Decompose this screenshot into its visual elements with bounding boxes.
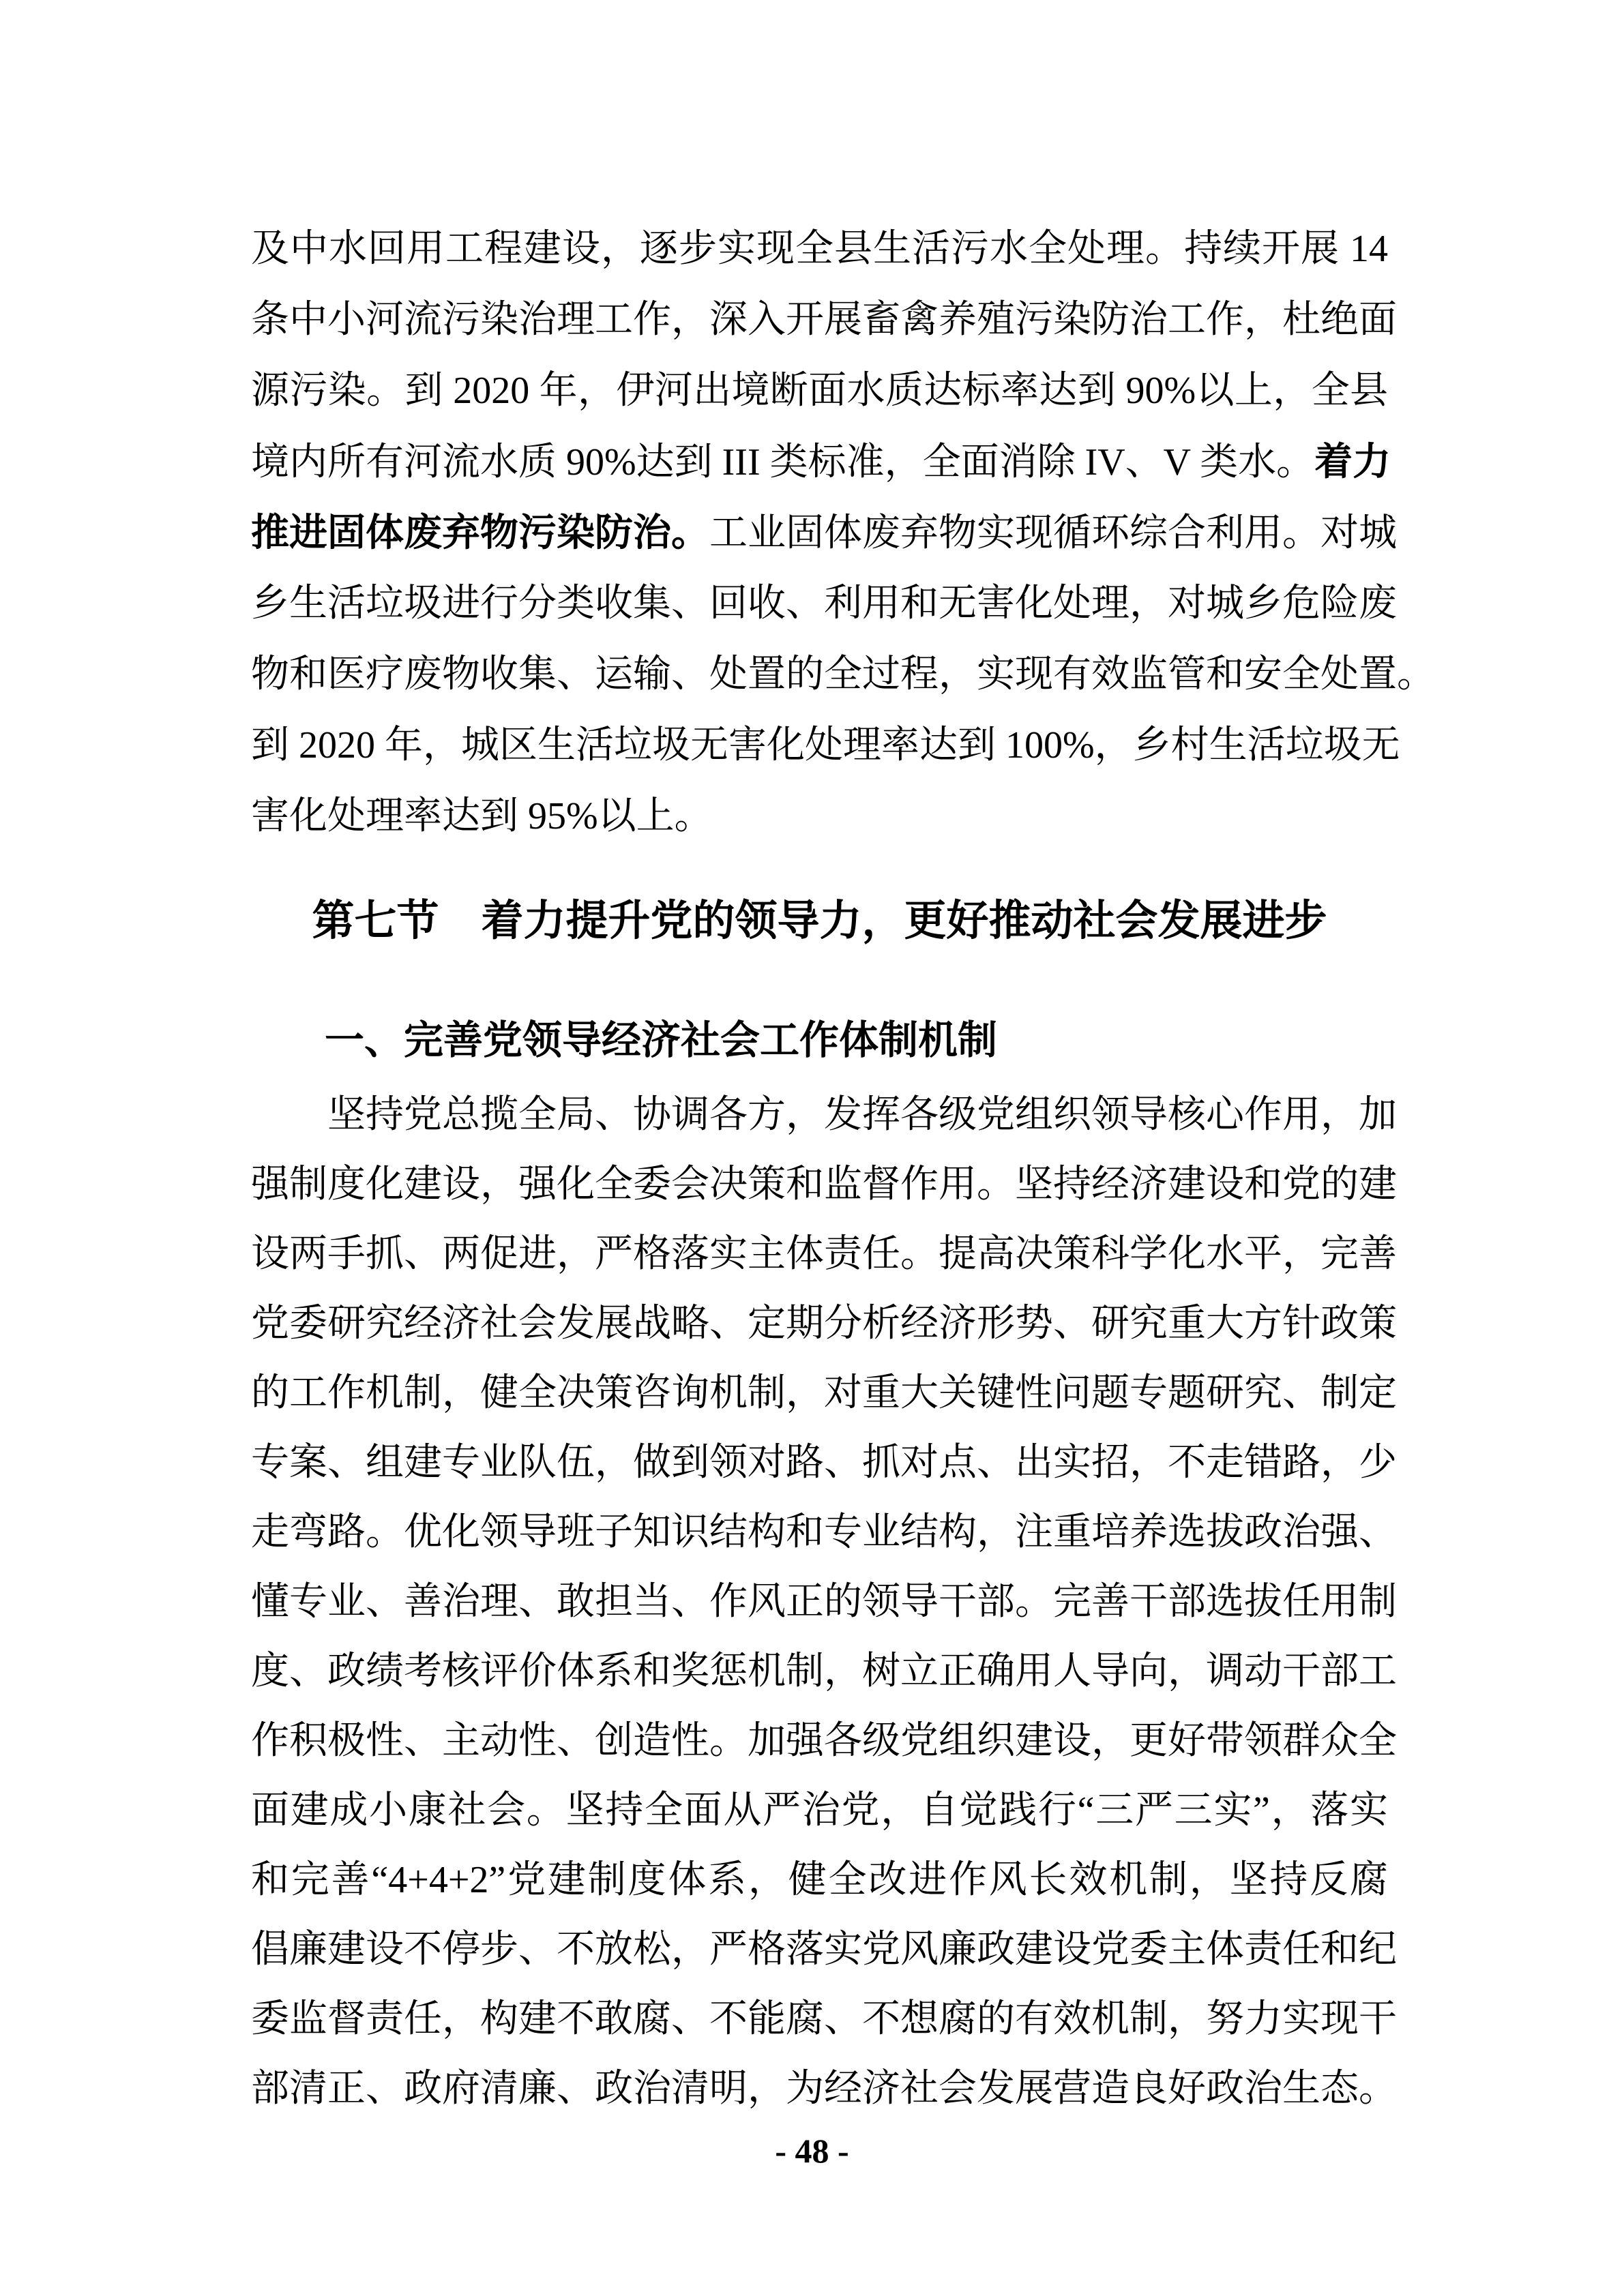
body-line: 设两手抓、两促进，严格落实主体责任。提高决策科学化水平，完善 bbox=[251, 1233, 1397, 1275]
body-text-segment: 工业固体废弃物实现循环综合利用。对城 bbox=[709, 512, 1397, 554]
body-line: 和完善“4+4+2”党建制度体系，健全改进作风长效机制，坚持反腐 bbox=[251, 1859, 1388, 1901]
body-line: 乡生活垃圾进行分类收集、回收、利用和无害化处理，对城乡危险废 bbox=[251, 582, 1397, 625]
body-line: 强制度化建设，强化全委会决策和监督作用。坚持经济建设和党的建 bbox=[251, 1163, 1397, 1206]
body-line: 及中水回用工程建设，逐步实现全县生活污水全处理。持续开展 14 bbox=[251, 228, 1388, 270]
subsection-heading: 一、完善党领导经济社会工作体制机制 bbox=[325, 1018, 998, 1062]
body-line: 作积极性、主动性、创造性。加强各级党组织建设，更好带领群众全 bbox=[251, 1720, 1397, 1762]
body-line: 的工作机制，健全决策咨询机制，对重大关键性问题专题研究、制定 bbox=[251, 1372, 1397, 1414]
body-line: 源污染。到 2020 年，伊河出境断面水质达标率达到 90%以上，全县 bbox=[251, 370, 1388, 412]
body-line: 面建成小康社会。坚持全面从严治党，自觉践行“三严三实”，落实 bbox=[251, 1789, 1388, 1832]
body-text-segment: 境内所有河流水质 90%达到 III 类标准，全面消除 IV、V 类水。 bbox=[251, 441, 1315, 483]
paragraph-1 bbox=[251, 213, 1435, 852]
body-line: 专案、组建专业队伍，做到领对路、抓对点、出实招，不走错路，少 bbox=[251, 1442, 1397, 1484]
body-line: 倡廉建设不停步、不放松，严格落实党风廉政建设党委主体责任和纪 bbox=[251, 1928, 1397, 1971]
bold-text-segment: 着力 bbox=[1314, 440, 1391, 483]
bold-text-segment: 推进固体废弃物污染防治。 bbox=[251, 511, 709, 554]
body-line: 坚持党总揽全局、协调各方，发挥各级党组织领导核心作用，加 bbox=[327, 1094, 1397, 1136]
body-line: 懂专业、善治理、敢担当、作风正的领导干部。完善干部选拔任用制 bbox=[251, 1581, 1397, 1623]
body-line: 度、政绩考核评价体系和奖惩机制，树立正确用人导向，调动干部工 bbox=[251, 1650, 1397, 1693]
section-heading: 第七节 着力提升党的领导力，更好推动社会发展进步 bbox=[312, 897, 1327, 944]
body-line: 物和医疗废物收集、运输、处置的全过程，实现有效监管和安全处置。 bbox=[251, 653, 1435, 696]
body-line: 党委研究经济社会发展战略、定期分析经济形势、研究重大方针政策 bbox=[251, 1302, 1397, 1345]
paragraph-2 bbox=[251, 1080, 1397, 2123]
body-line: 走弯路。优化领导班子知识结构和专业结构，注重培养选拔政治强、 bbox=[251, 1511, 1397, 1553]
body-line: 到 2020 年，城区生活垃圾无害化处理率达到 100%，乡村生活垃圾无 bbox=[251, 724, 1400, 766]
body-line: 害化处理率达到 95%以上。 bbox=[251, 795, 713, 837]
page-content bbox=[251, 213, 1435, 2123]
body-line bbox=[251, 426, 1391, 497]
page-number: - 48 - bbox=[775, 2132, 849, 2170]
body-line bbox=[251, 497, 1397, 568]
body-line: 委监督责任，构建不敢腐、不能腐、不想腐的有效机制，努力实现干 bbox=[251, 1998, 1397, 2040]
body-line: 部清正、政府清廉、政治清明，为经济社会发展营造良好政治生态。 bbox=[251, 2068, 1397, 2110]
body-line: 条中小河流污染治理工作，深入开展畜禽养殖污染防治工作，杜绝面 bbox=[251, 299, 1397, 341]
